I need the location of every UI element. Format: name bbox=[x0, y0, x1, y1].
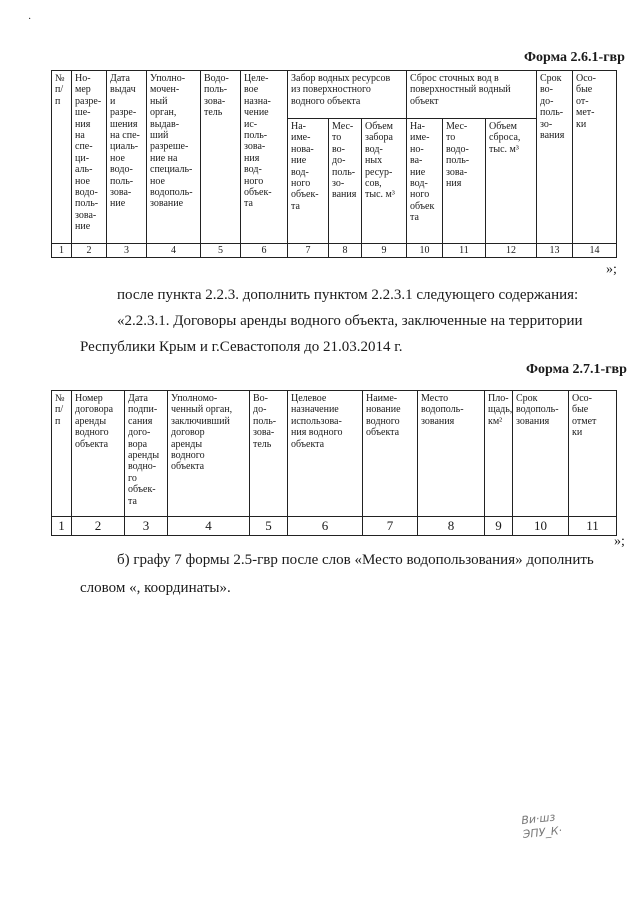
header-special-notes: Осо- бые от- мет- ки bbox=[573, 71, 617, 244]
column-number: 9 bbox=[485, 517, 513, 536]
form-2-6-1-table bbox=[51, 70, 617, 258]
header-usage-term: Срок водополь- зования bbox=[513, 391, 569, 517]
quoted-clause-line-2: Республики Крым и г.Севастополя до 21.03.2014 г. bbox=[80, 339, 403, 355]
instruction-paragraph-1: после пункта 2.2.3. дополнить пунктом 2.2.3.1 следующего содержания: bbox=[117, 287, 579, 303]
column-number: 4 bbox=[147, 244, 201, 258]
subheader-intake-water-body: На- име- нова- ние вод- ного объек- та bbox=[288, 119, 329, 244]
column-number: 1 bbox=[52, 517, 72, 536]
header-num: № п/ п bbox=[52, 71, 72, 244]
column-number: 11 bbox=[569, 517, 617, 536]
column-number: 13 bbox=[537, 244, 573, 258]
header-permit-number: Но- мер разре- ше- ния на спе- ци- аль- ное водо- поль- зова- ние bbox=[72, 71, 107, 244]
subheader-discharge-location: Мес- то водо- поль- зова- ния bbox=[443, 119, 486, 244]
subheader-intake-volume: Объем забора вод- ных ресур- сов, тыс. м³ bbox=[362, 119, 407, 244]
handwritten-signature: Ви·шз ЭПУ_К· bbox=[520, 810, 563, 841]
column-number: 1 bbox=[52, 244, 72, 258]
header-purpose: Целевое назначение использова- ния водного объекта bbox=[288, 391, 363, 517]
header-water-user: Водо- поль- зова- тель bbox=[201, 71, 241, 244]
quoted-clause-line-1: «2.2.3.1. Договоры аренды водного объекта, заключенные на территории bbox=[117, 313, 583, 329]
subheader-intake-location: Мес- то во- до- поль- зо- вания bbox=[329, 119, 362, 244]
subheader-discharge-volume: Объем сброса, тыс. м³ bbox=[486, 119, 537, 244]
column-number: 2 bbox=[72, 517, 125, 536]
header-special-notes: Осо- бые отмет ки bbox=[569, 391, 617, 517]
header-water-body-name: Наиме- нование водного объекта bbox=[363, 391, 418, 517]
header-authority: Уполно- мочен- ный орган, выдав- ший разреше- ние на специаль- ное водополь- зование bbox=[147, 71, 201, 244]
column-number: 10 bbox=[513, 517, 569, 536]
column-number: 3 bbox=[125, 517, 168, 536]
instruction-paragraph-2-line-2: словом «, координаты». bbox=[80, 580, 231, 596]
column-number: 6 bbox=[241, 244, 288, 258]
column-number: 7 bbox=[363, 517, 418, 536]
header-permit-date: Дата выдач и разре- шения на спе- циаль- ное водо- поль- зова- ние bbox=[107, 71, 147, 244]
column-number: 4 bbox=[168, 517, 250, 536]
form-2-6-1-title: Форма 2.6.1-гвр bbox=[524, 50, 625, 65]
subheader-discharge-water-body: На- име- но- ва- ние вод- ного объек та bbox=[407, 119, 443, 244]
column-number: 5 bbox=[250, 517, 288, 536]
column-number: 7 bbox=[288, 244, 329, 258]
column-number: 3 bbox=[107, 244, 147, 258]
header-water-intake-group: Забор водных ресурсов из поверхностного водного объекта bbox=[288, 71, 407, 119]
header-water-user: Во- до- поль- зова- тель bbox=[250, 391, 288, 517]
corner-dot: · bbox=[28, 14, 32, 25]
header-usage-term: Срок во- до- поль- зо- вания bbox=[537, 71, 573, 244]
column-number: 5 bbox=[201, 244, 241, 258]
header-lease-date: Дата подпи- сания дого- вора аренды водно- го объек- та bbox=[125, 391, 168, 517]
instruction-paragraph-2-line-1: б) графу 7 формы 2.5-гвр после слов «Место водопользования» дополнить bbox=[117, 552, 594, 568]
column-number: 9 bbox=[362, 244, 407, 258]
header-lease-number: Номер договора аренды водного объекта bbox=[72, 391, 125, 517]
form-2-7-1-title: Форма 2.7.1-гвр bbox=[526, 362, 627, 377]
column-number: 11 bbox=[443, 244, 486, 258]
column-number: 12 bbox=[486, 244, 537, 258]
column-number: 6 bbox=[288, 517, 363, 536]
header-num: № п/ п bbox=[52, 391, 72, 517]
column-number: 14 bbox=[573, 244, 617, 258]
column-number: 10 bbox=[407, 244, 443, 258]
header-purpose: Целе- вое назна- чение ис- поль- зова- ния вод- ного объек- та bbox=[241, 71, 288, 244]
header-authority: Уполномо- ченный орган, заключивший договор аренды водного объекта bbox=[168, 391, 250, 517]
column-number: 8 bbox=[418, 517, 485, 536]
column-number: 8 bbox=[329, 244, 362, 258]
header-usage-location: Место водополь- зования bbox=[418, 391, 485, 517]
form-2-7-1-closing-quote: »; bbox=[614, 534, 625, 549]
header-area: Пло- щадь, км² bbox=[485, 391, 513, 517]
form-2-7-1-table bbox=[51, 390, 617, 536]
column-number: 2 bbox=[72, 244, 107, 258]
header-wastewater-discharge-group: Сброс сточных вод в поверхностный водный объект bbox=[407, 71, 537, 119]
form-2-6-1-closing-quote: »; bbox=[606, 262, 617, 277]
